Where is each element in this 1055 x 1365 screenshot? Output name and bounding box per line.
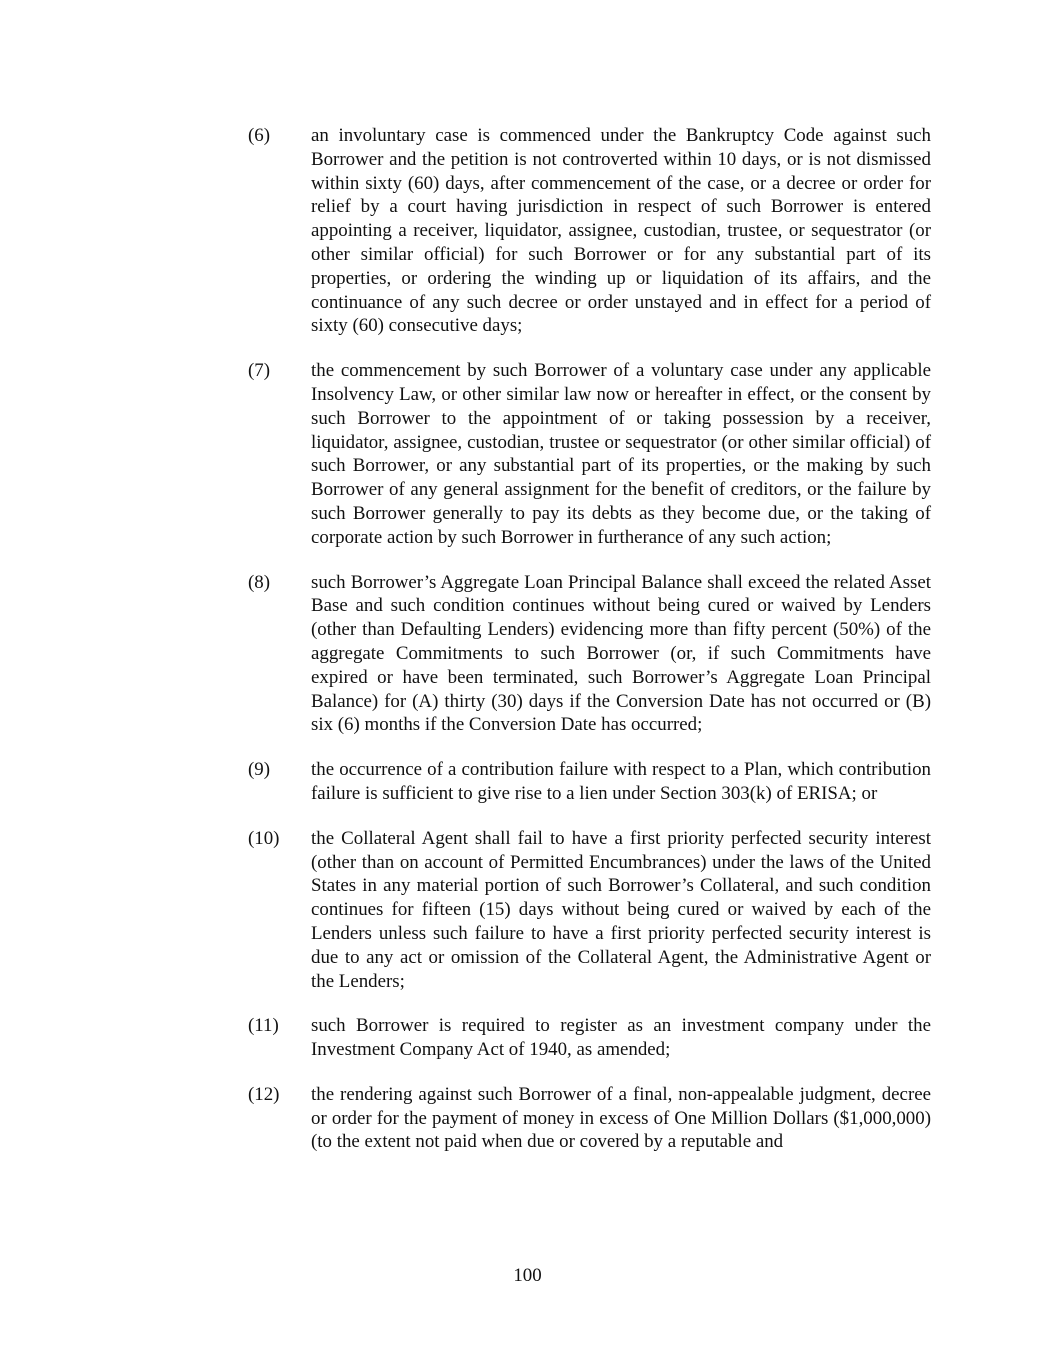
clause-text: such Borrower is required to register as an investment company under the Investment Company Act of 1940, as amended; [311, 1015, 931, 1061]
clause-text: an involuntary case is commenced under the Bankruptcy Code against such Borrower and the petition is not controverted within 10 days, or is not dismissed within sixty (60) days, after commencement of the case, or a decree or order for relief by a court having jurisdiction in respect of such Borrower is entered appointing a receiver, liquidator, assignee, custodian, trustee, or sequestrator (or other similar official) for such Borrower or for any substantial part of its properties, or ordering the winding up or liquidation of its affairs, and the continuance of any such decree or order unstayed and in effect for a period of sixty (60) consecutive days; [311, 125, 931, 337]
clause-text: the Collateral Agent shall fail to have a first priority perfected security interest (other than on account of Permitted Encumbrances) under the laws of the United States in any material portion of such Borrower’s Collateral, and such condition continues for fifteen (15) days without being cured or waived by each of the Lenders unless such failure to have a first priority perfected security interest is due to any act or omission of the Collateral Agent, the Administrative Agent or the Lenders; [311, 827, 931, 992]
clause-number: (10) [248, 827, 280, 849]
page-number: 100 [513, 1265, 542, 1286]
clause-text: such Borrower’s Aggregate Loan Principal Balance shall exceed the related Asset Base and such condition continues without being cured or waived by Lenders (other than Defaulting Lenders) evidencing more than fifty percent (50%) of the aggregate Commitments to such Borrower (or, if such Commitments have expired or have been terminated, such Borrower’s Aggregate Loan Principal Balance) for (A) thirty (30) days if the Conversion Date has not occurred or (B) six (6) months if the Conversion Date has occurred; [311, 571, 931, 736]
clause-text: the occurrence of a contribution failure with respect to a Plan, which contribution failure is sufficient to give rise to a lien under Section 303(k) of ERISA; or [311, 759, 931, 804]
clause-number: (8) [248, 571, 271, 593]
clause-10 [248, 827, 931, 994]
clause-text: the commencement by such Borrower of a voluntary case under any applicable Insolvency Law, or other similar law now or hereafter in effect, or the consent by such Borrower to the appointment of or taking possession by a receiver, liquidator, assignee, custodian, trustee or sequestrator (or other similar official) of such Borrower, or any substantial part of its properties, or the making by such Borrower of any general assignment for the benefit of creditors, or the failure by such Borrower generally to pay its debts as they become due, or the taking of corporate action by such Borrower in furtherance of any such action; [311, 360, 931, 548]
clause-12 [248, 1083, 931, 1154]
clause-8 [248, 571, 931, 738]
clause-number: (12) [248, 1083, 280, 1105]
clause-text: the rendering against such Borrower of a final, non-appealable judgment, decree or order for the payment of money in excess of One Million Dollars ($1,000,000) (to the extent not paid when due or covered by a reputable and [311, 1083, 931, 1153]
clause-6 [248, 124, 931, 338]
clause-number: (11) [248, 1015, 279, 1037]
clause-7 [248, 359, 931, 549]
clause-number: (9) [248, 759, 271, 781]
clause-11 [248, 1014, 931, 1062]
clause-9 [248, 758, 931, 806]
clause-number: (7) [248, 360, 271, 382]
clause-number: (6) [248, 125, 271, 146]
clause-list [248, 124, 931, 1175]
